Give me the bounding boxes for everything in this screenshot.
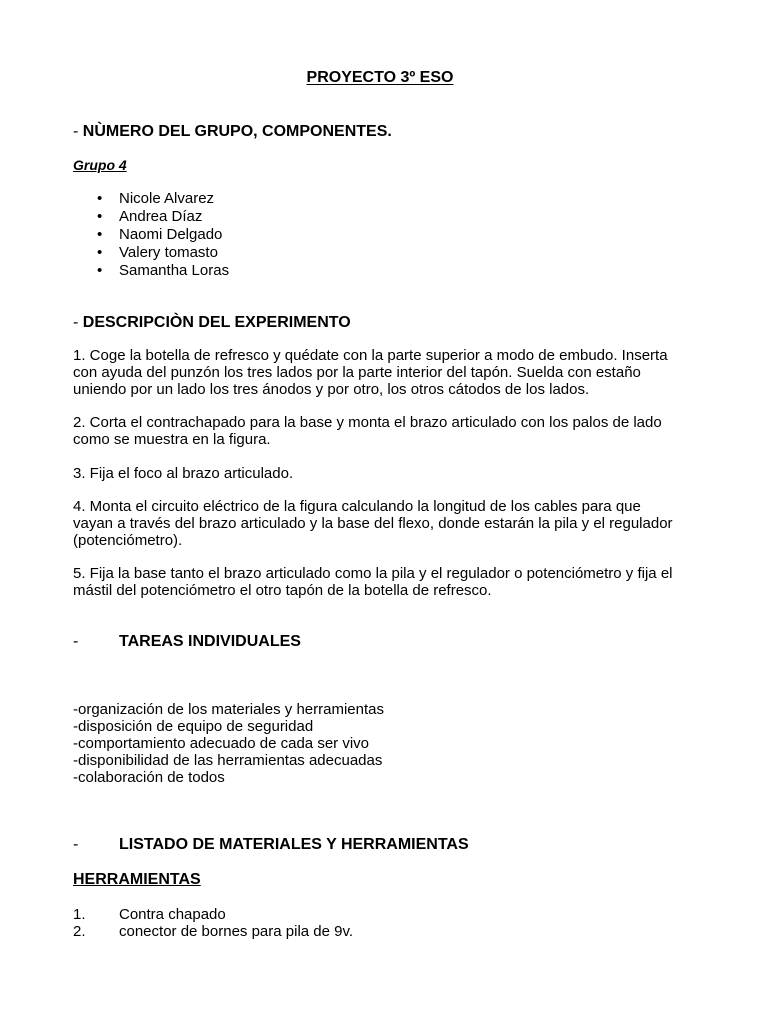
group-label: Grupo 4 bbox=[73, 157, 127, 173]
task-list bbox=[73, 701, 384, 786]
paragraph-line: mástil del potenciómetro el otro tapón de la botella de refresco. bbox=[73, 582, 492, 599]
tools-heading: HERRAMIENTAS bbox=[73, 871, 201, 888]
bullet-icon: • bbox=[97, 190, 103, 207]
bullet-icon: • bbox=[97, 244, 103, 261]
step-paragraph bbox=[73, 347, 713, 398]
member-name: Valery tomasto bbox=[119, 244, 218, 261]
list-item: -comportamiento adecuado de cada ser vivo bbox=[73, 735, 370, 752]
section-tasks-heading: TAREAS INDIVIDUALES bbox=[119, 633, 301, 650]
paragraph-line: 2. Corta el contrachapado para la base y monta el brazo articulado con los palos de lado bbox=[73, 414, 662, 431]
document-title bbox=[0, 68, 760, 88]
item-text: Contra chapado bbox=[119, 906, 226, 923]
member-name: Andrea Díaz bbox=[119, 208, 203, 225]
section-group-heading bbox=[73, 122, 392, 142]
bullet-icon: • bbox=[97, 208, 103, 225]
section-label: NÙMERO DEL GRUPO, COMPONENTES. bbox=[82, 123, 392, 140]
paragraph-line: 1. Coge la botella de refresco y quédate con la parte superior a modo de embudo. Inserta bbox=[73, 347, 668, 364]
step-paragraph bbox=[73, 414, 713, 448]
member-name: Nicole Alvarez bbox=[119, 190, 215, 207]
section-dash: - bbox=[73, 314, 83, 331]
list-item: -disposición de equipo de seguridad bbox=[73, 718, 314, 735]
item-number: 1. bbox=[73, 906, 86, 923]
bullet-icon: • bbox=[97, 226, 103, 243]
paragraph-line: uniendo por un lado los tres ánodos y por otro, los otros cátodos de los lados. bbox=[73, 381, 590, 398]
paragraph-line: como se muestra en la figura. bbox=[73, 431, 271, 448]
section-materials-heading: LISTADO DE MATERIALES Y HERRAMIENTAS bbox=[119, 836, 469, 853]
section-dash: - bbox=[73, 123, 83, 140]
paragraph-line: 3. Fija el foco al brazo articulado. bbox=[73, 465, 294, 482]
step-paragraph bbox=[73, 465, 713, 482]
list-item: -disponibilidad de las herramientas adecuadas bbox=[73, 752, 383, 769]
item-number: 2. bbox=[73, 923, 86, 940]
section-description-heading bbox=[73, 313, 351, 333]
paragraph-line: (potenciómetro). bbox=[73, 532, 183, 549]
step-paragraph bbox=[73, 565, 713, 599]
paragraph-line: vayan a través del brazo articulado y la base del flexo, donde estarán la pila y el regulador bbox=[73, 515, 673, 532]
section-label: DESCRIPCIÒN DEL EXPERIMENTO bbox=[82, 314, 351, 331]
list-item: -colaboración de todos bbox=[73, 769, 225, 786]
paragraph-line: 4. Monta el circuito eléctrico de la figura calculando la longitud de los cables para que bbox=[73, 498, 641, 515]
list-item: -organización de los materiales y herramientas bbox=[73, 701, 384, 718]
step-paragraph bbox=[73, 498, 713, 549]
paragraph-line: 5. Fija la base tanto el brazo articulado como la pila y el regulador o potenciómetro y fija el bbox=[73, 565, 673, 582]
paragraph-line: con ayuda del punzón los tres lados por la parte interior del tapón. Suelda con estaño bbox=[73, 364, 641, 381]
bullet-icon: • bbox=[97, 262, 103, 279]
item-text: conector de bornes para pila de 9v. bbox=[119, 923, 354, 940]
section-dash-marker: - bbox=[73, 633, 79, 650]
section-dash-marker: - bbox=[73, 836, 79, 853]
member-name: Samantha Loras bbox=[119, 262, 230, 279]
member-name: Naomi Delgado bbox=[119, 226, 223, 243]
document-title-text: PROYECTO 3º ESO bbox=[306, 69, 454, 86]
